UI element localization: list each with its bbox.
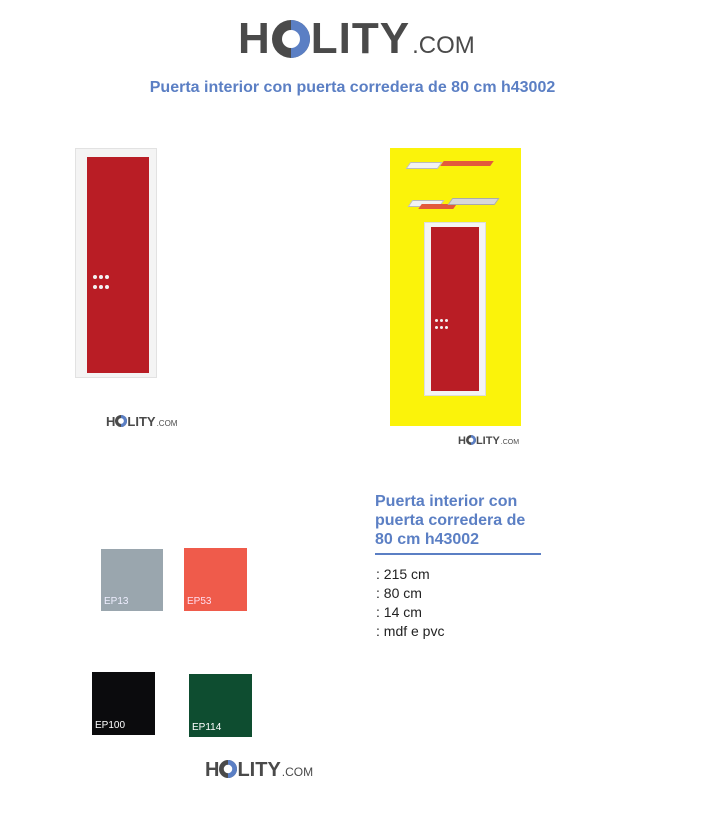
holity-logo[interactable] (238, 14, 475, 64)
swatch-ep53[interactable] (184, 548, 247, 611)
logo-suffix: .COM (500, 439, 520, 446)
swatch-ep13[interactable] (101, 549, 163, 611)
door-sliding-image[interactable] (390, 148, 521, 426)
spec-height: : 215 cm (376, 566, 430, 582)
spec-width: : 80 cm (376, 585, 422, 601)
door-panel (431, 227, 479, 391)
swatch-ep114[interactable] (189, 674, 252, 737)
logo-text-left: H (205, 759, 220, 781)
logo-o-icon (219, 760, 237, 778)
swatch-label: EP114 (192, 722, 222, 733)
logo-text-right: LITY (310, 14, 411, 63)
door-handle-dot (445, 326, 448, 329)
door-frame (424, 222, 486, 396)
holity-logo-small (106, 414, 177, 429)
holity-logo-small (458, 434, 519, 447)
door-front-image[interactable] (75, 148, 157, 378)
door-handle-dot (435, 326, 438, 329)
page-title: Puerta interior con puerta corredera de 80 cm h43002 (149, 79, 556, 96)
rail-part (440, 161, 494, 166)
swatch-label: EP100 (95, 720, 126, 731)
door-handle-dot (93, 285, 97, 289)
logo-text-right: LITY (237, 759, 281, 781)
logo-o-icon (115, 415, 127, 427)
door-handle-dot (440, 326, 443, 329)
door-handle-dot (99, 275, 103, 279)
swatch-ep100[interactable] (92, 672, 155, 735)
door-handle-dot (435, 319, 438, 322)
info-title: Puerta interior con puerta corredera de 80 cm h43002 (375, 493, 526, 548)
spec-depth: : 14 cm (376, 604, 422, 620)
logo-text-left: H (238, 14, 271, 63)
swatch-label: EP53 (187, 596, 212, 607)
logo-suffix: .COM (281, 765, 314, 779)
door-handle-dot (105, 285, 109, 289)
spec-material: : mdf e pvc (376, 623, 445, 639)
door-handle-dot (440, 319, 443, 322)
rail-part (406, 162, 443, 169)
logo-o-icon (272, 20, 310, 58)
logo-text-right: LITY (127, 414, 156, 429)
logo-text-left: H (458, 435, 466, 447)
door-handle-dot (99, 285, 103, 289)
info-divider (375, 553, 541, 555)
door-panel (87, 157, 149, 373)
logo-suffix: .COM (156, 419, 178, 428)
logo-text-left: H (106, 414, 116, 429)
door-handle-dot (105, 275, 109, 279)
door-handle-dot (93, 275, 97, 279)
holity-logo-bottom (205, 758, 313, 782)
logo-suffix: .COM (412, 32, 475, 59)
swatch-label: EP13 (104, 596, 129, 607)
logo-text-right: LITY (475, 435, 500, 447)
logo-o-icon (466, 435, 476, 445)
rail-part (448, 198, 500, 205)
door-handle-dot (445, 319, 448, 322)
